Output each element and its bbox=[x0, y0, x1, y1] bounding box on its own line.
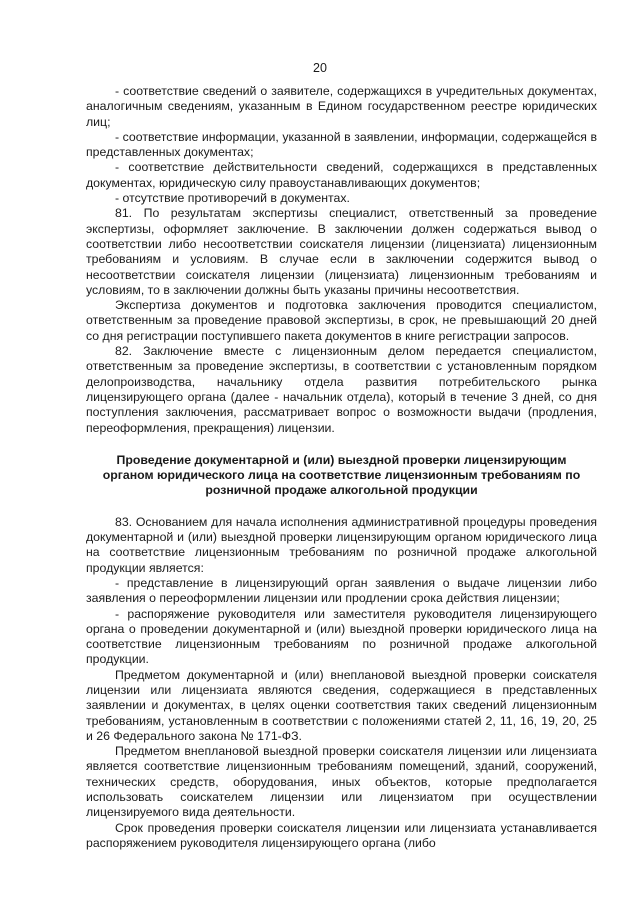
paragraph-application-submission: - представление в лицензирующий орган заявления о выдаче лицензии либо заявления о переоформлении лицензии или продлении срока действия лицензии; bbox=[86, 575, 597, 606]
paragraph-83: 83. Основанием для начала исполнения административной процедуры проведения документарной и (или) выездной проверки лицензирующим органом юридического лица на соответствие лицензионным требованиям по розничной продаже алкогольной продукции является: bbox=[86, 514, 597, 575]
paragraph-onsite-check-subject: Предметом внеплановой выездной проверки соискателя лицензии или лицензиата является соответствие лицензионным требованиям помещений, зданий, сооружений, технических средств, оборудования, иных объектов, которые предполагается использовать соискателем лицензии или лицензиатом при осуществлении лицензируемого вида деятельности. bbox=[86, 744, 597, 820]
section-heading: Проведение документарной и (или) выездной проверки лицензирующим органом юридического лица на соответствие лицензионным требованиям по розничной продаже алкогольной продукции bbox=[102, 452, 581, 498]
paragraph-81: 81. По результатам экспертизы специалист, ответственный за проведение экспертизы, оформляет заключение. В заключении должен содержаться вывод о соответствии либо несоответствии соискателя лицензии (лицензиата) лицензионным требованиям и условиям. В случае если в заключении содержится вывод о несоответствии соискателя лицензии (лицензиата) лицензионным требованиям и условиям, то в заключении должны быть указаны причины несоответствия. bbox=[86, 206, 597, 297]
paragraph-applicant-info-check: - соответствие сведений о заявителе, содержащихся в учредительных документах, аналогичным сведениям, указанным в Едином государственном реестре юридических лиц; bbox=[86, 84, 597, 129]
paragraph-documentary-check-subject: Предметом документарной и (или) внеплановой выездной проверки соискателя лицензии или лицензиата являются сведения, содержащиеся в представленных заявлении и документах, в целях оценки соответствия таких сведений лицензионным требованиям, установленным в соответствии с положениями статей 2, 11, 16, 19, 20, 25 и 26 Федерального закона № 171-ФЗ. bbox=[86, 667, 597, 743]
paragraph-head-order: - распоряжение руководителя или заместителя руководителя лицензирующего органа о проведении документарной и (или) выездной проверки юридического лица на соответствие лицензионным требованиям по розничной продаже алкогольной продукции. bbox=[86, 606, 597, 667]
paragraph-no-contradictions: - отсутствие противоречий в документах. bbox=[115, 191, 350, 206]
paragraph-82: 82. Заключение вместе с лицензионным делом передается специалистом, ответственным за проведение экспертизы, в соответствии с установленным порядком делопроизводства, начальнику отдела развития потребительского рынка лицензирующего органа (далее - начальник отдела), который в течение 3 дней, со дня поступления заключения, рассматривает вопрос о возможности выдачи (продления, переоформления, прекращения) лицензии. bbox=[86, 344, 597, 435]
paragraph-expertise-term: Экспертиза документов и подготовка заключения проводится специалистом, ответственным за проведение правовой экспертизы, в срок, не превышающий 20 дней со дня регистрации поступившего пакета документов в книге регистрации запросов. bbox=[86, 298, 597, 343]
paragraph-validity-check: - соответствие действительности сведений, содержащихся в представленных документах, юридическую силу правоустанавливающих документов; bbox=[86, 160, 597, 190]
document-body bbox=[86, 84, 597, 851]
paragraph-check-term: Срок проведения проверки соискателя лицензии или лицензиата устанавливается распоряжением руководителя лицензирующего органа (либо bbox=[86, 820, 597, 850]
paragraph-application-info-check: - соответствие информации, указанной в заявлении, информации, содержащейся в представленных документах; bbox=[86, 129, 597, 160]
page-number: 20 bbox=[313, 61, 327, 75]
